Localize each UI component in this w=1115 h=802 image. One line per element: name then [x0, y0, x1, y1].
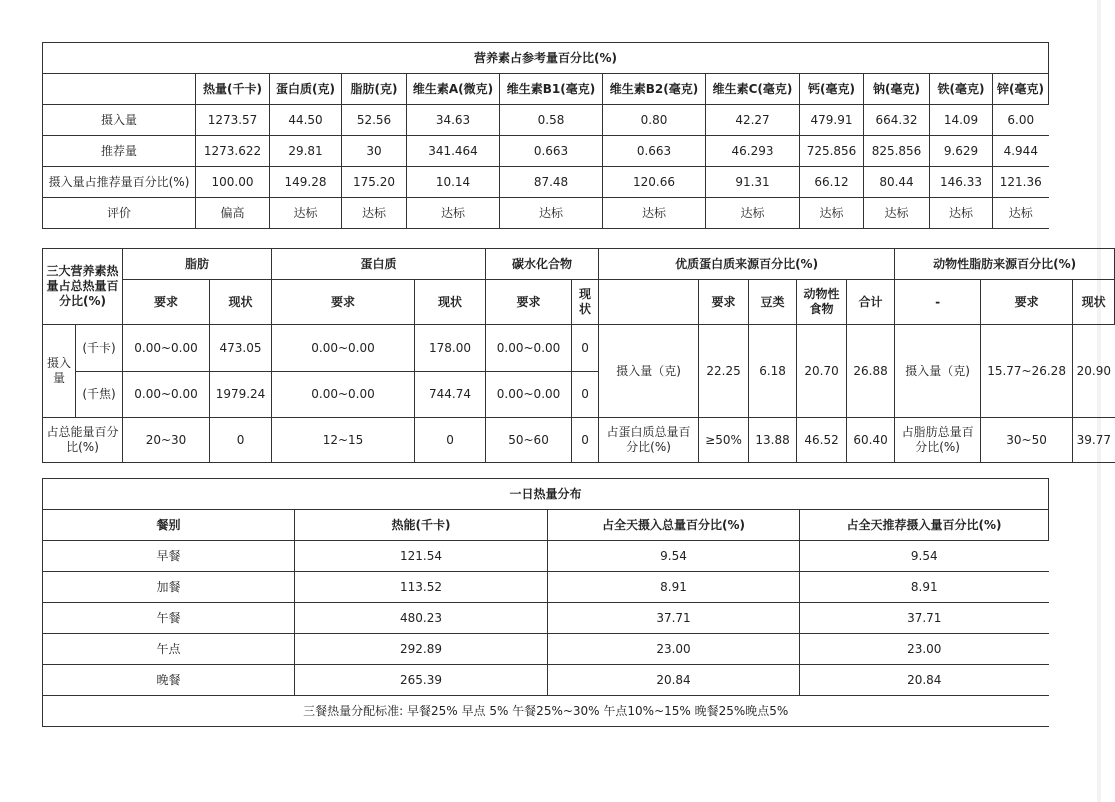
meal-value-cell: 9.54: [800, 541, 1049, 572]
nutrient-value-cell: 66.12: [800, 167, 864, 198]
nutrient-row-label: 推荐量: [43, 136, 196, 167]
pct-protein-cur: 0: [415, 418, 486, 463]
fat-pct-req: 30~50: [981, 418, 1073, 463]
nutrient-value-cell: 达标: [407, 198, 500, 229]
kcal-fat-cur: 473.05: [210, 325, 272, 372]
nutrient-value-cell: 达标: [864, 198, 930, 229]
meal-value-cell: 23.00: [800, 634, 1049, 665]
nutrient-value-cell: 44.50: [270, 105, 342, 136]
fat-req-header: 要求: [123, 280, 210, 325]
carb-group-header: 碳水化合物: [486, 249, 599, 280]
nutrient-value-cell: 80.44: [864, 167, 930, 198]
pct-fat-req: 20~30: [123, 418, 210, 463]
nutrient-value-cell: 达标: [500, 198, 603, 229]
meal-name-cell: 早餐: [43, 541, 295, 572]
meal-row: [43, 665, 1049, 696]
nutrient-value-cell: 达标: [270, 198, 342, 229]
kcal-unit-label: (千卡): [76, 325, 123, 372]
nutrient-column-header: 钙(毫克): [800, 74, 864, 105]
nutrient-reference-table: [42, 42, 1049, 229]
nutrient-value-cell: 149.28: [270, 167, 342, 198]
soy-header: 豆类: [749, 280, 797, 325]
nutrient-row-label: 摄入量: [43, 105, 196, 136]
animal-food-header: 动物性食物: [797, 280, 847, 325]
macronutrient-table: [42, 248, 1115, 463]
nutrient-value-cell: 0.80: [603, 105, 706, 136]
nutrient-value-cell: 87.48: [500, 167, 603, 198]
kcal-protein-cur: 178.00: [415, 325, 486, 372]
nutrient-table-title: 营养素占参考量百分比(%): [43, 43, 1049, 74]
nutrient-value-cell: 6.00: [993, 105, 1049, 136]
nutrient-value-cell: 120.66: [603, 167, 706, 198]
kcal-protein-req: 0.00~0.00: [272, 325, 415, 372]
nutrient-table-row: [43, 167, 1049, 198]
nutrient-column-header: 钠(毫克): [864, 74, 930, 105]
nutrient-column-header: 铁(毫克): [930, 74, 993, 105]
nutrient-value-cell: 达标: [930, 198, 993, 229]
nutrient-value-cell: 4.944: [993, 136, 1049, 167]
nutrient-value-cell: 34.63: [407, 105, 500, 136]
meal-value-cell: 37.71: [800, 603, 1049, 634]
meal-standard-note: 三餐热量分配标准: 早餐25% 早点 5% 午餐25%~30% 午点10%~15% 晚餐25%晚点5%: [43, 696, 1049, 727]
nutrient-column-header: 锌(毫克): [993, 74, 1049, 105]
carb-req-header: 要求: [486, 280, 572, 325]
nutrient-column-header: 维生素B2(毫克): [603, 74, 706, 105]
meal-value-cell: 23.00: [548, 634, 800, 665]
macro-corner-label: 三大营养素热量占总热量百分比(%): [43, 249, 123, 325]
pct-fat-cur: 0: [210, 418, 272, 463]
protein-pct-animal: 46.52: [797, 418, 847, 463]
nutrient-value-cell: 9.629: [930, 136, 993, 167]
meal-row: [43, 634, 1049, 665]
nutrient-value-cell: 46.293: [706, 136, 800, 167]
nutrient-column-header: 脂肪(克): [342, 74, 407, 105]
protein-intake-total: 26.88: [847, 325, 895, 418]
intake-row-label: 摄入量: [43, 325, 76, 418]
daily-table-title: 一日热量分布: [43, 479, 1049, 510]
nutrient-value-cell: 30: [342, 136, 407, 167]
meal-row: [43, 541, 1049, 572]
nutrient-value-cell: 1273.57: [196, 105, 270, 136]
header-empty-cell: [43, 74, 196, 105]
fat-pct-label: 占脂肪总量百分比(%): [895, 418, 981, 463]
nutrient-value-cell: 0.663: [603, 136, 706, 167]
nutrient-value-cell: 0.58: [500, 105, 603, 136]
kcal-fat-req: 0.00~0.00: [123, 325, 210, 372]
kj-carb-req: 0.00~0.00: [486, 372, 572, 418]
fat-intake-req: 15.77~26.28: [981, 325, 1073, 418]
meal-value-cell: 20.84: [800, 665, 1049, 696]
protein-req-header: 要求: [272, 280, 415, 325]
nutrient-value-cell: 达标: [342, 198, 407, 229]
carb-cur-header: 现状: [572, 280, 599, 325]
nutrient-column-header: 维生素A(微克): [407, 74, 500, 105]
protein-intake-req: 22.25: [699, 325, 749, 418]
pct-protein-req: 12~15: [272, 418, 415, 463]
protein-group-header: 蛋白质: [272, 249, 486, 280]
daily-calorie-table: [42, 478, 1049, 727]
nutrient-column-header: 维生素C(毫克): [706, 74, 800, 105]
nutrient-row-label: 摄入量占推荐量百分比(%): [43, 167, 196, 198]
meal-name-cell: 午点: [43, 634, 295, 665]
pct-carb-req: 50~60: [486, 418, 572, 463]
protein-pct-req: ≥50%: [699, 418, 749, 463]
meal-value-cell: 292.89: [295, 634, 548, 665]
meal-value-cell: 8.91: [548, 572, 800, 603]
fat-cur-header: 现状: [210, 280, 272, 325]
nutrient-value-cell: 达标: [603, 198, 706, 229]
meal-value-cell: 20.84: [548, 665, 800, 696]
nutrient-value-cell: 175.20: [342, 167, 407, 198]
nutrient-table-row: [43, 136, 1049, 167]
quality-protein-req-header: 要求: [699, 280, 749, 325]
nutrient-value-cell: 达标: [800, 198, 864, 229]
meal-row: [43, 603, 1049, 634]
nutrient-table-row: [43, 198, 1049, 229]
protein-pct-total: 60.40: [847, 418, 895, 463]
protein-intake-animal: 20.70: [797, 325, 847, 418]
quality-protein-blank-header: [599, 280, 699, 325]
kj-carb-cur: 0: [572, 372, 599, 418]
kj-unit-label: (千焦): [76, 372, 123, 418]
energy-pct-label: 占总能量百分比(%): [43, 418, 123, 463]
nutrient-value-cell: 达标: [706, 198, 800, 229]
nutrient-value-cell: 1273.622: [196, 136, 270, 167]
protein-intake-soy: 6.18: [749, 325, 797, 418]
intake-pct-header: 占全天摄入总量百分比(%): [548, 510, 800, 541]
nutrient-row-label: 评价: [43, 198, 196, 229]
kj-protein-req: 0.00~0.00: [272, 372, 415, 418]
meal-name-cell: 晚餐: [43, 665, 295, 696]
protein-pct-label: 占蛋白质总量百分比(%): [599, 418, 699, 463]
nutrient-value-cell: 100.00: [196, 167, 270, 198]
energy-header: 热能(千卡): [295, 510, 548, 541]
protein-pct-soy: 13.88: [749, 418, 797, 463]
nutrient-column-header: 维生素B1(毫克): [500, 74, 603, 105]
nutrient-value-cell: 52.56: [342, 105, 407, 136]
meal-value-cell: 9.54: [548, 541, 800, 572]
total-header: 合计: [847, 280, 895, 325]
nutrient-value-cell: 725.856: [800, 136, 864, 167]
kj-fat-cur: 1979.24: [210, 372, 272, 418]
meal-header: 餐别: [43, 510, 295, 541]
nutrient-value-cell: 偏高: [196, 198, 270, 229]
kj-protein-cur: 744.74: [415, 372, 486, 418]
meal-value-cell: 480.23: [295, 603, 548, 634]
meal-value-cell: 8.91: [800, 572, 1049, 603]
nutrient-column-header: 热量(千卡): [196, 74, 270, 105]
protein-intake-label: 摄入量（克): [599, 325, 699, 418]
fat-intake-cur: 20.90: [1073, 325, 1115, 418]
nutrient-value-cell: 0.663: [500, 136, 603, 167]
meal-value-cell: 37.71: [548, 603, 800, 634]
nutrient-value-cell: 121.36: [993, 167, 1049, 198]
nutrient-value-cell: 479.91: [800, 105, 864, 136]
nutrient-value-cell: 29.81: [270, 136, 342, 167]
fat-intake-label: 摄入量（克): [895, 325, 981, 418]
animal-fat-cur-header: 现状: [1073, 280, 1115, 325]
meal-name-cell: 午餐: [43, 603, 295, 634]
nutrient-value-cell: 达标: [993, 198, 1049, 229]
fat-group-header: 脂肪: [123, 249, 272, 280]
fat-pct-cur: 39.77: [1073, 418, 1115, 463]
animal-fat-req-header: 要求: [981, 280, 1073, 325]
nutrient-value-cell: 14.09: [930, 105, 993, 136]
nutrient-value-cell: 91.31: [706, 167, 800, 198]
nutrient-table-header-row: [43, 74, 1049, 105]
kcal-carb-cur: 0: [572, 325, 599, 372]
recommended-pct-header: 占全天推荐摄入量百分比(%): [800, 510, 1049, 541]
animal-fat-dash-header: -: [895, 280, 981, 325]
meal-value-cell: 113.52: [295, 572, 548, 603]
nutrient-column-header: 蛋白质(克): [270, 74, 342, 105]
meal-value-cell: 121.54: [295, 541, 548, 572]
meal-value-cell: 265.39: [295, 665, 548, 696]
nutrient-table-row: [43, 105, 1049, 136]
kcal-carb-req: 0.00~0.00: [486, 325, 572, 372]
meal-row: [43, 572, 1049, 603]
nutrient-value-cell: 341.464: [407, 136, 500, 167]
nutrient-value-cell: 42.27: [706, 105, 800, 136]
animal-fat-header: 动物性脂肪来源百分比(%): [895, 249, 1115, 280]
nutrient-value-cell: 664.32: [864, 105, 930, 136]
quality-protein-header: 优质蛋白质来源百分比(%): [599, 249, 895, 280]
kj-fat-req: 0.00~0.00: [123, 372, 210, 418]
meal-name-cell: 加餐: [43, 572, 295, 603]
protein-cur-header: 现状: [415, 280, 486, 325]
nutrient-value-cell: 10.14: [407, 167, 500, 198]
nutrient-value-cell: 146.33: [930, 167, 993, 198]
pct-carb-cur: 0: [572, 418, 599, 463]
nutrient-value-cell: 825.856: [864, 136, 930, 167]
